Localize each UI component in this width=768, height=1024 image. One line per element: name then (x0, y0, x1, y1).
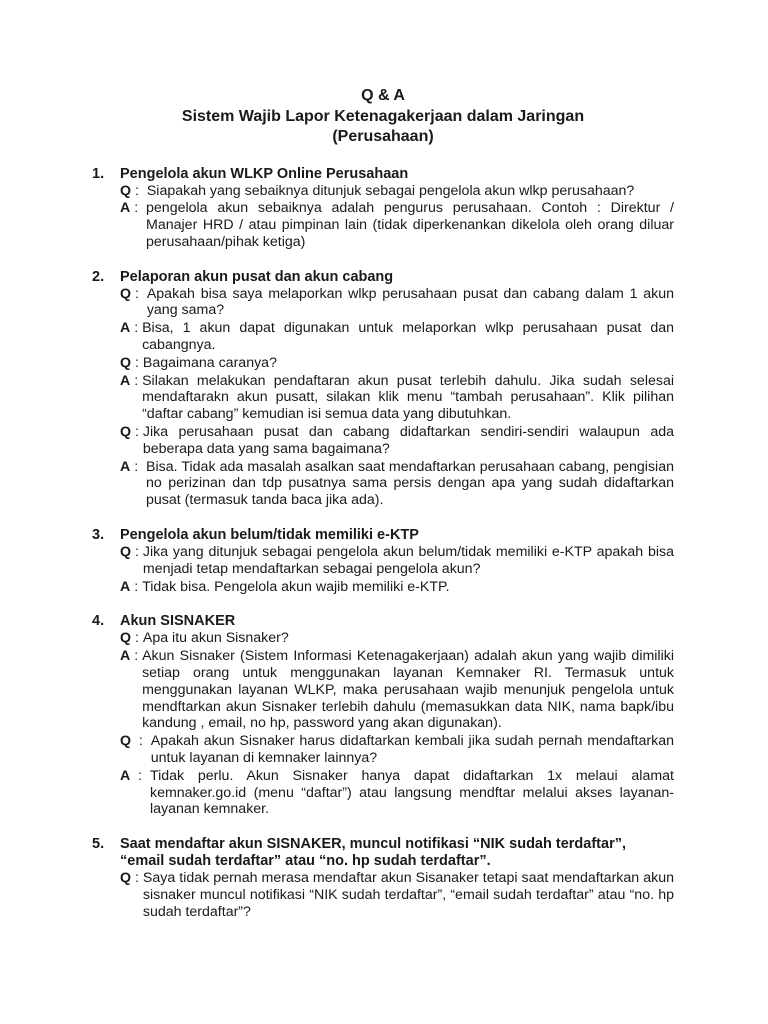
qa-key-letter: Q (120, 733, 132, 750)
qa-separator: : (131, 285, 147, 302)
section-number: 1. (92, 165, 105, 182)
qa-separator: : (130, 648, 143, 665)
question-label (120, 355, 143, 372)
section-number: 2. (92, 268, 105, 285)
answer-label (120, 200, 146, 250)
answer-item (120, 648, 674, 732)
qa-separator: : (131, 182, 147, 199)
qa-key-letter: A (120, 200, 131, 217)
answer-item (120, 459, 674, 509)
question-text: Siapakah yang sebaiknya ditunjuk sebagai pengelola akun wlkp perusahaan? (146, 182, 635, 199)
title-line-2: Sistem Wajib Lapor Ketenagakerjaan dalam Jaringan (181, 107, 585, 125)
qa-key-letter: Q (120, 544, 132, 561)
qa-separator: : (131, 424, 143, 441)
answer-label (120, 459, 146, 509)
qa-separator: : (130, 320, 143, 337)
question-label (120, 286, 147, 320)
qa-section-1 (92, 166, 674, 251)
qa-separator: : (130, 200, 147, 217)
qa-key-letter: Q (120, 354, 132, 371)
section-heading (92, 836, 674, 870)
question-item (120, 183, 674, 200)
question-text: Jika yang ditunjuk sebagai pengelola akun belum/tidak memiliki e-KTP apakah bisa menjadi tetap mendaftarkan sebagai pengelola akun? (142, 544, 674, 577)
section-heading (92, 527, 674, 544)
qa-key-letter: A (120, 320, 131, 337)
question-item (120, 733, 674, 767)
question-label (120, 183, 147, 200)
section-title: Pelaporan akun pusat dan akun cabang (120, 268, 394, 285)
question-label (120, 630, 143, 647)
title-line-3: (Perusahaan) (332, 128, 434, 145)
question-text: Jika perusahaan pusat dan cabang didaftarkan sendiri-sendiri walaupun ada beberapa data yang sama bagaimana? (142, 424, 674, 457)
qa-section-3 (92, 527, 674, 595)
question-label (120, 733, 151, 767)
answer-text: Silakan melakukan pendaftaran akun pusat terlebih dahulu. Jika sudah selesai mendaftarakn akun pusatt, silakan klik menu “tambah perusahaan”. Klik pilihan “daftar cabang” kemudian isi semua data yang dibutuhkan. (142, 372, 674, 423)
answer-label (120, 768, 150, 818)
qa-section-4 (92, 613, 674, 818)
section-heading (92, 269, 674, 286)
answer-text: Tidak perlu. Akun Sisnaker hanya dapat didaftarkan 1x melaui alamat kemnaker.go.id (menu “daftar”) atau langsung mendftar melalui akses layanan-layanan kemnaker. (149, 767, 674, 818)
document-title (92, 86, 674, 148)
qa-key-letter: A (120, 372, 131, 389)
answer-item (120, 320, 674, 354)
question-item (120, 630, 674, 647)
qa-separator: : (131, 354, 143, 371)
question-item (120, 424, 674, 458)
qa-items (92, 870, 674, 920)
answer-text: Tidak bisa. Pengelola akun wajib memiliki e-KTP. (142, 578, 450, 595)
qa-sections (92, 166, 674, 921)
qa-key-letter: A (120, 458, 131, 475)
qa-separator: : (131, 630, 143, 647)
answer-item (120, 768, 674, 818)
qa-separator: : (131, 544, 143, 561)
question-text: Bagaimana caranya? (142, 354, 277, 371)
question-item (120, 870, 674, 920)
section-heading (92, 166, 674, 183)
question-item (120, 544, 674, 578)
section-title: Akun SISNAKER (120, 613, 236, 630)
qa-separator: : (130, 578, 143, 595)
qa-section-2 (92, 269, 674, 509)
answer-label (120, 320, 142, 354)
answer-item (120, 200, 674, 250)
section-number: 3. (92, 527, 105, 544)
qa-items (92, 630, 674, 818)
section-title: Pengelola akun belum/tidak memiliki e-KTP (120, 527, 419, 544)
section-heading (92, 613, 674, 630)
question-text: Apakah bisa saya melaporkan wlkp perusahaan pusat dan cabang dalam 1 akun yang sama? (146, 285, 674, 319)
question-label (120, 870, 143, 920)
qa-items (92, 544, 674, 595)
question-label (120, 424, 143, 458)
qa-key-letter: Q (120, 870, 132, 887)
qa-key-letter: A (120, 578, 131, 595)
qa-key-letter: Q (120, 182, 132, 199)
question-item (120, 355, 674, 372)
question-label (120, 544, 143, 578)
qa-items (92, 286, 674, 509)
answer-item (120, 579, 674, 596)
qa-separator: : (131, 733, 151, 750)
question-text: Saya tidak pernah merasa mendaftar akun Sisanaker tetapi saat mendaftarkan akun sisnaker muncul notifikasi “NIK sudah terdaftar”, “email sudah terdaftar” atau “no. hp sudah terdaftar”? (142, 870, 674, 920)
question-item (120, 286, 674, 320)
qa-key-letter: Q (120, 285, 132, 302)
answer-item (120, 373, 674, 423)
qa-separator: : (131, 870, 143, 887)
qa-key-letter: A (120, 648, 131, 665)
qa-separator: : (130, 458, 147, 475)
section-title: Pengelola akun WLKP Online Perusahaan (120, 165, 409, 182)
question-text: Apa itu akun Sisnaker? (142, 630, 289, 647)
answer-text: Akun Sisnaker (Sistem Informasi Ketenagakerjaan) adalah akun yang wajib dimiliki setiap orang untuk menggunakan layanan Kemnaker RI. Termasuk untuk menggunakan layanan WLKP, maka perusahaan wajib menunjuk pengelola untuk mendftarkan akun Sisnaker terlebih dahulu (memasukkan data NIK, nama bapk/ibu kandung , email, no hp, password yang akan digunakan). (142, 648, 674, 732)
qa-items (92, 183, 674, 251)
section-number: 5. (92, 836, 105, 853)
answer-label (120, 579, 142, 596)
qa-key-letter: A (120, 767, 131, 784)
title-line-1: Q & A (361, 87, 405, 104)
answer-label (120, 373, 142, 423)
answer-label (120, 648, 142, 732)
answer-text: Bisa. Tidak ada masalah asalkan saat mendaftarkan perusahaan cabang, pengisian no perizinan dan tdp pusatnya sama persis dengan apa yang sudah didaftarkan pusat (termasuk tanda baca jika ada). (146, 458, 674, 509)
qa-key-letter: Q (120, 630, 132, 647)
answer-text: Bisa, 1 akun dapat digunakan untuk melaporkan wlkp perusahaan pusat dan cabangnya. (142, 320, 674, 354)
question-text: Apakah akun Sisnaker harus didaftarkan kembali jika sudah pernah mendaftarkan untuk layanan di kemnaker lainnya? (150, 733, 674, 767)
qa-separator: : (130, 372, 143, 389)
qa-key-letter: Q (120, 424, 132, 441)
qa-separator: : (130, 767, 150, 784)
answer-text: pengelola akun sebaiknya adalah pengurus perusahaan. Contoh : Direktur / Manajer HRD / atau pimpinan lain (tidak diperkenankan dikelola oleh orang diluar perusahaan/pihak ketiga) (146, 200, 674, 250)
section-title: Saat mendaftar akun SISNAKER, muncul notifikasi “NIK sudah terdaftar”, “email sudah terdaftar” atau “no. hp sudah terdaftar”. (120, 836, 626, 870)
section-number: 4. (92, 613, 105, 630)
qa-section-5 (92, 836, 674, 920)
